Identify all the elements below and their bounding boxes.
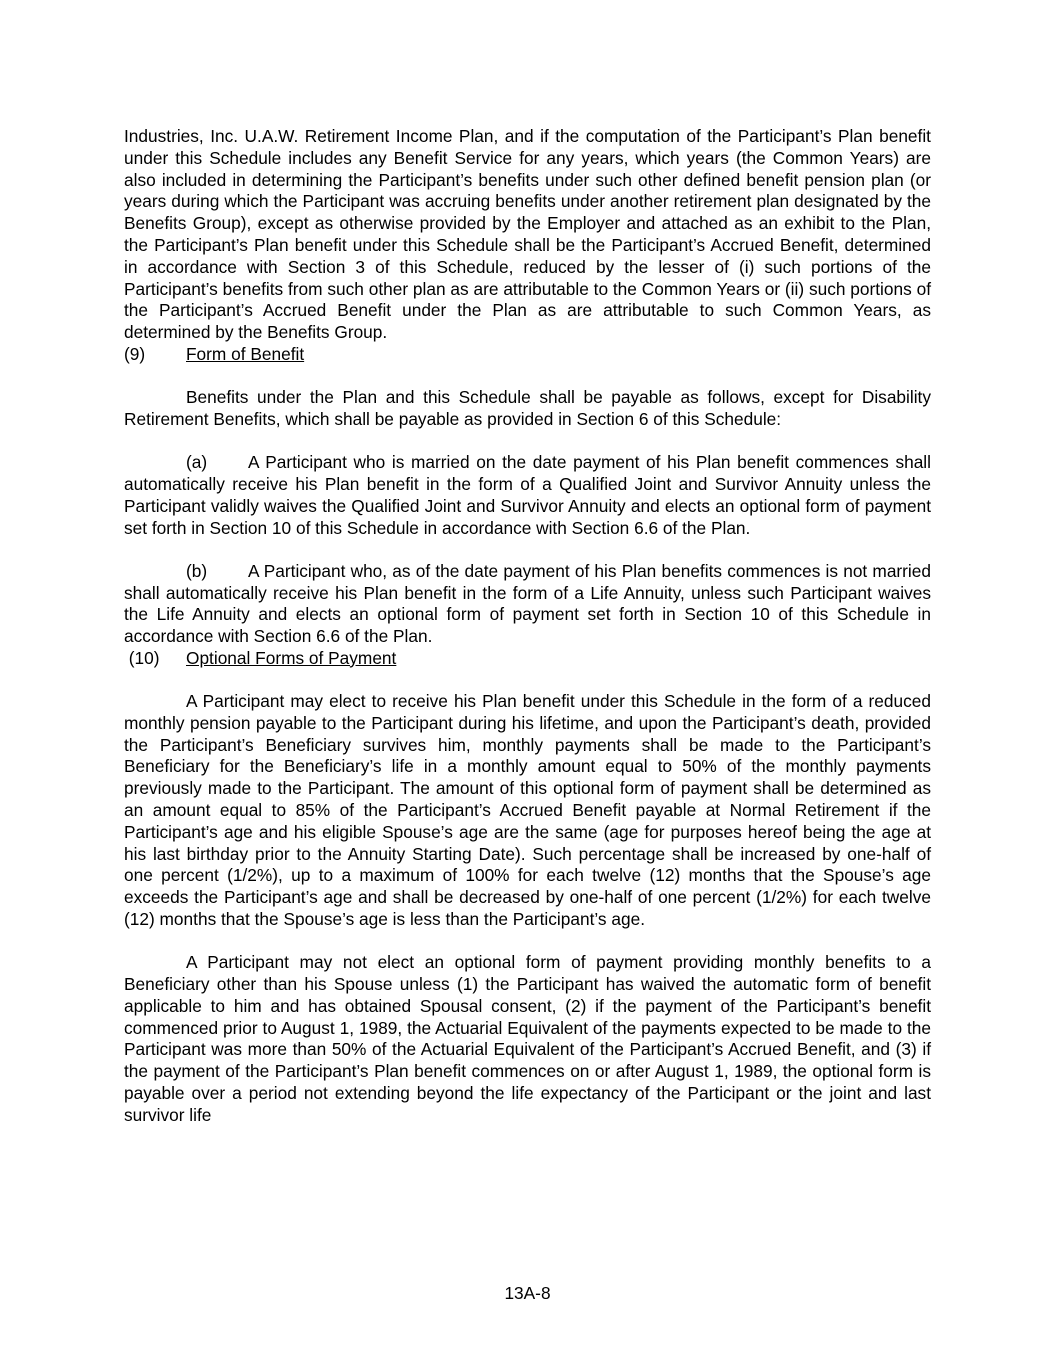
section-10-number: (10) [124,647,160,668]
section-9-item-b-text: A Participant who, as of the date payment of his Plan benefits commences is not married shall automatically receive his Plan benefit in the form of a Life Annuity, unless such Participant waives the Life Annuity and elects an optional form of payment set forth in Section 10 of this Schedule in accordance with Section 6.6 of the Plan. [124,560,931,647]
section-10-paragraph-2: A Participant may not elect an optional form of payment providing monthly benefits to a Beneficiary other than his Spouse unless (1) the Participant has waived the automatic form of benefit applicable to him and has obtained Spousal consent, (2) if the payment of the Participant’s benefit commenced prior to August 1, 1989, the Actuarial Equivalent of the payments expected to be made to the Participant was more than 50% of the Actuarial Equivalent of the Participant’s Accrued Benefit, and (3) if the payment of the Participant’s Plan benefit commences on or after August 1, 1989, the optional form is payable over a period not extending beyond the life expectancy of the Participant or the joint and last survivor life [124,952,931,1125]
intro-paragraph: Industries, Inc. U.A.W. Retirement Income Plan, and if the computation of the Participant’s Plan benefit under this Schedule includes any Benefit Service for any years, which years (the Common Years) are also included in determining the Participant’s benefits under such other defined benefit pension plan (or years during which the Participant was accruing benefits under another retirement plan designated by the Benefits Group), except as otherwise provided by the Employer and attached as an exhibit to the Plan, the Participant’s Plan benefit under this Schedule shall be the Participant’s Accrued Benefit, determined in accordance with Section 3 of this Schedule, reduced by the lesser of (i) such portions of the Participant’s benefits from such other plan as are attributable to the Common Years or (ii) such portions of the Participant’s Accrued Benefit under the Plan as are attributable to such Common Years, as determined by the Benefits Group. [124,126,931,343]
section-10-paragraph-1: A Participant may elect to receive his Plan benefit under this Schedule in the form of a reduced monthly pension payable to the Participant during his lifetime, and upon the Participant’s death, provided the Participant’s Beneficiary survives him, monthly payments shall be made to the Participant’s Beneficiary for the Beneficiary’s life in a monthly amount equal to 50% of the monthly payments previously made to the Participant. The amount of this optional form of payment shall be determined as an amount equal to 85% of the Participant’s Accrued Benefit payable at Normal Retirement if the Participant’s age and his eligible Spouse’s age are the same (age for purposes hereof being the age at his last birthday prior to the Annuity Starting Date). Such percentage shall be increased by one-half of one percent (1/2%), up to a maximum of 100% for each twelve (12) months that the Spouse’s age exceeds the Participant’s age and shall be decreased by one-half of one percent (1/2%) for each twelve (12) months that the Spouse’s age is less than the Participant’s age. [124,691,931,930]
section-9-item-a-label: (a) [186,452,208,473]
section-9-item-b-label: (b) [186,560,208,581]
section-9-intro-paragraph: Benefits under the Plan and this Schedule shall be payable as follows, except for Disability Retirement Benefits, which shall be payable as provided in Section 6 of this Schedule: [124,387,931,429]
section-9-heading [124,344,931,366]
section-9-title: Form of Benefit [186,343,305,364]
section-9-number: (9) [124,343,146,364]
section-10-title: Optional Forms of Payment [186,647,397,668]
section-9-item-a-text: A Participant who is married on the date payment of his Plan benefit commences shall automatically receive his Plan benefit in the form of a Qualified Joint and Survivor Annuity unless the Participant validly waives the Qualified Joint and Survivor Annuity and elects an optional form of payment set forth in Section 10 of this Schedule in accordance with Section 6.6 of the Plan. [124,452,931,538]
document-body [124,126,931,1127]
section-10-heading [124,648,931,670]
section-9-item-a [124,452,931,539]
section-9-item-b [124,561,931,648]
page-number: 13A-8 [504,1283,551,1303]
